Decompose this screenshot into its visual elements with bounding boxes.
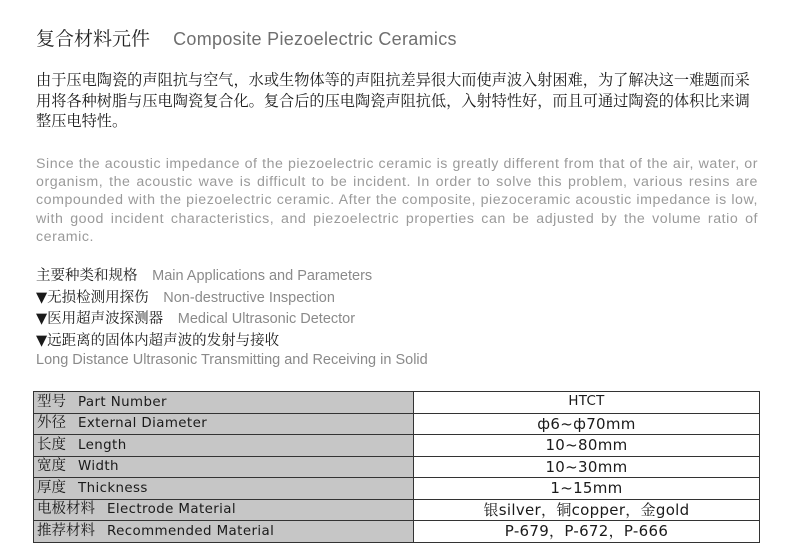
row-value: ф6~ф70mm <box>414 413 760 435</box>
row-label-chinese: 型号 <box>37 393 66 410</box>
row-label-english: Length <box>78 437 127 453</box>
title-english: Composite Piezoelectric Ceramics <box>173 29 457 49</box>
row-value: HTCT <box>414 392 760 414</box>
application-item <box>36 331 758 353</box>
row-label <box>34 392 414 414</box>
applications-heading <box>36 266 758 288</box>
application-item <box>36 309 758 331</box>
row-label-chinese: 电极材料 <box>37 501 95 518</box>
applications-section <box>36 266 758 369</box>
row-value: 银silver，铜copper，金gold <box>414 499 760 521</box>
application-item-english: Non-destructive Inspection <box>163 289 335 306</box>
applications-heading-english: Main Applications and Parameters <box>152 268 373 284</box>
title-chinese: 复合材料元件 <box>36 28 151 50</box>
application-item <box>36 288 758 310</box>
row-value: P-679，P-672，P-666 <box>414 521 760 543</box>
application-item-chinese: ▼远距离的固体内超声波的发射与接收 <box>36 332 280 349</box>
row-label-english: Width <box>78 459 119 475</box>
application-item-chinese: ▼医用超声波探测器 <box>36 311 164 327</box>
row-label <box>34 456 414 478</box>
row-label-chinese: 宽度 <box>37 458 66 475</box>
row-label <box>34 499 414 521</box>
row-label-chinese: 外径 <box>37 415 66 432</box>
row-label-english: External Diameter <box>78 416 208 432</box>
table-row <box>34 456 760 478</box>
row-label-chinese: 长度 <box>37 436 66 453</box>
application-item-english: Medical Ultrasonic Detector <box>177 311 356 327</box>
table-row <box>34 435 760 457</box>
table-row <box>34 392 760 414</box>
row-label <box>34 478 414 500</box>
intro-paragraph-chinese: 由于压电陶瓷的声阻抗与空气，水或生物体等的声阻抗差异很大而使声波入射困难，为了解决这一难题而采用将各种树脂与压电陶瓷复合化。复合后的压电陶瓷声阻抗低，入射特性好，而且可通过陶瓷的体积比来调整压电特性。 <box>36 71 750 130</box>
row-label <box>34 521 414 543</box>
table-row <box>34 521 760 543</box>
row-value: 10~30mm <box>414 456 760 478</box>
table-row <box>34 478 760 500</box>
row-label-chinese: 推荐材料 <box>37 522 95 539</box>
application-item-english: Long Distance Ultrasonic Transmitting and Receiving in Solid <box>36 352 428 368</box>
row-value: 1~15mm <box>414 478 760 500</box>
table-row <box>34 499 760 521</box>
table-row <box>34 413 760 435</box>
row-label-english: Electrode Material <box>107 502 237 518</box>
spec-table <box>33 391 760 543</box>
intro-paragraph-english: Since the acoustic impedance of the piezoelectric ceramic is greatly different from that of the air, water, or organism, the acoustic wave is difficult to be incident. In order to solve this problem, various resins are compounded with the piezoelectric ceramic. After the composite, piezoceramic acoustic impedance is low, with good incident characteristics, and piezoelectric properties can be adjusted by the volume ratio of ceramic. <box>36 156 758 245</box>
applications-heading-chinese: 主要种类和规格 <box>36 268 138 284</box>
row-label <box>34 413 414 435</box>
row-label-english: Recommended Material <box>107 523 275 539</box>
page-title <box>36 24 457 51</box>
application-item-chinese: ▼无损检测用探伤 <box>36 289 149 306</box>
row-label-english: Thickness <box>78 480 148 496</box>
row-label <box>34 435 414 457</box>
row-value: 10~80mm <box>414 435 760 457</box>
row-label-chinese: 厚度 <box>37 479 66 496</box>
row-label-english: Part Number <box>78 394 167 410</box>
